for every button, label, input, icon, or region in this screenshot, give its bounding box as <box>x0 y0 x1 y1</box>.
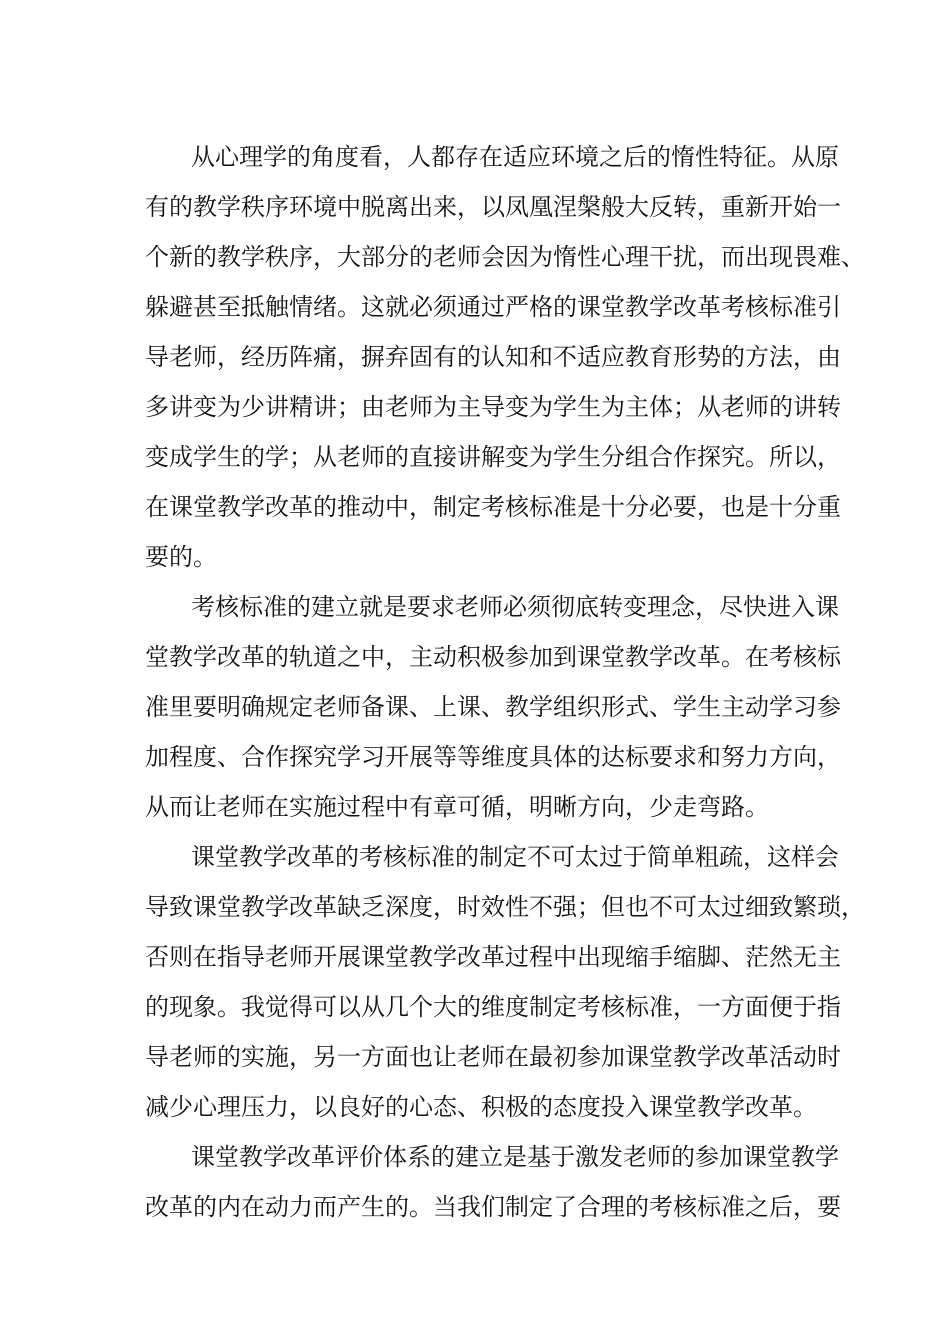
paragraph-line: 改革的内在动力而产生的。当我们制定了合理的考核标准之后，要 <box>145 1193 841 1221</box>
paragraph-line: 从而让老师在实施过程中有章可循，明晰方向，少走弯路。 <box>145 793 769 821</box>
paragraph-line: 从心理学的角度看，人都存在适应环境之后的惰性特征。从原 <box>191 143 839 171</box>
paragraph-line: 堂教学改革的轨道之中，主动积极参加到课堂教学改革。在考核标 <box>145 643 841 671</box>
paragraph-line: 导老师的实施，另一方面也让老师在最初参加课堂教学改革活动时 <box>145 1043 841 1071</box>
paragraph-4 <box>145 1132 841 1232</box>
paragraph-line: 要的。 <box>145 543 217 571</box>
paragraph-line: 课堂教学改革的考核标准的制定不可太过于简单粗疏，这样会 <box>191 843 839 871</box>
paragraph-line: 多讲变为少讲精讲；由老师为主导变为学生为主体；从老师的讲转 <box>145 393 841 421</box>
paragraph-line: 的现象。我觉得可以从几个大的维度制定考核标准，一方面便于指 <box>145 993 841 1021</box>
paragraph-line: 加程度、合作探究学习开展等等维度具体的达标要求和努力方向， <box>145 743 841 771</box>
paragraph-1 <box>145 132 865 582</box>
paragraph-line: 否则在指导老师开展课堂教学改革过程中出现缩手缩脚、茫然无主 <box>145 943 841 971</box>
paragraph-line: 导致课堂教学改革缺乏深度，时效性不强；但也不可太过细致繁琐， <box>145 893 865 921</box>
paragraph-line: 躲避甚至抵触情绪。这就必须通过严格的课堂教学改革考核标准引 <box>145 293 841 321</box>
paragraph-line: 导老师，经历阵痛，摒弃固有的认知和不适应教育形势的方法，由 <box>145 343 841 371</box>
paragraph-line: 变成学生的学；从老师的直接讲解变为学生分组合作探究。所以， <box>145 443 841 471</box>
paragraph-2 <box>145 582 841 832</box>
paragraph-3 <box>145 832 865 1132</box>
paragraph-line: 课堂教学改革评价体系的建立是基于激发老师的参加课堂教学 <box>191 1143 839 1171</box>
document-body <box>145 132 865 1232</box>
paragraph-line: 有的教学秩序环境中脱离出来，以凤凰涅槃般大反转，重新开始一 <box>145 193 841 221</box>
paragraph-line: 准里要明确规定老师备课、上课、教学组织形式、学生主动学习参 <box>145 693 841 721</box>
paragraph-line: 考核标准的建立就是要求老师必须彻底转变理念，尽快进入课 <box>191 593 839 621</box>
paragraph-line: 个新的教学秩序，大部分的老师会因为惰性心理干扰，而出现畏难、 <box>145 243 865 271</box>
paragraph-line: 在课堂教学改革的推动中，制定考核标准是十分必要，也是十分重 <box>145 493 841 521</box>
paragraph-line: 减少心理压力，以良好的心态、积极的态度投入课堂教学改革。 <box>145 1093 817 1121</box>
